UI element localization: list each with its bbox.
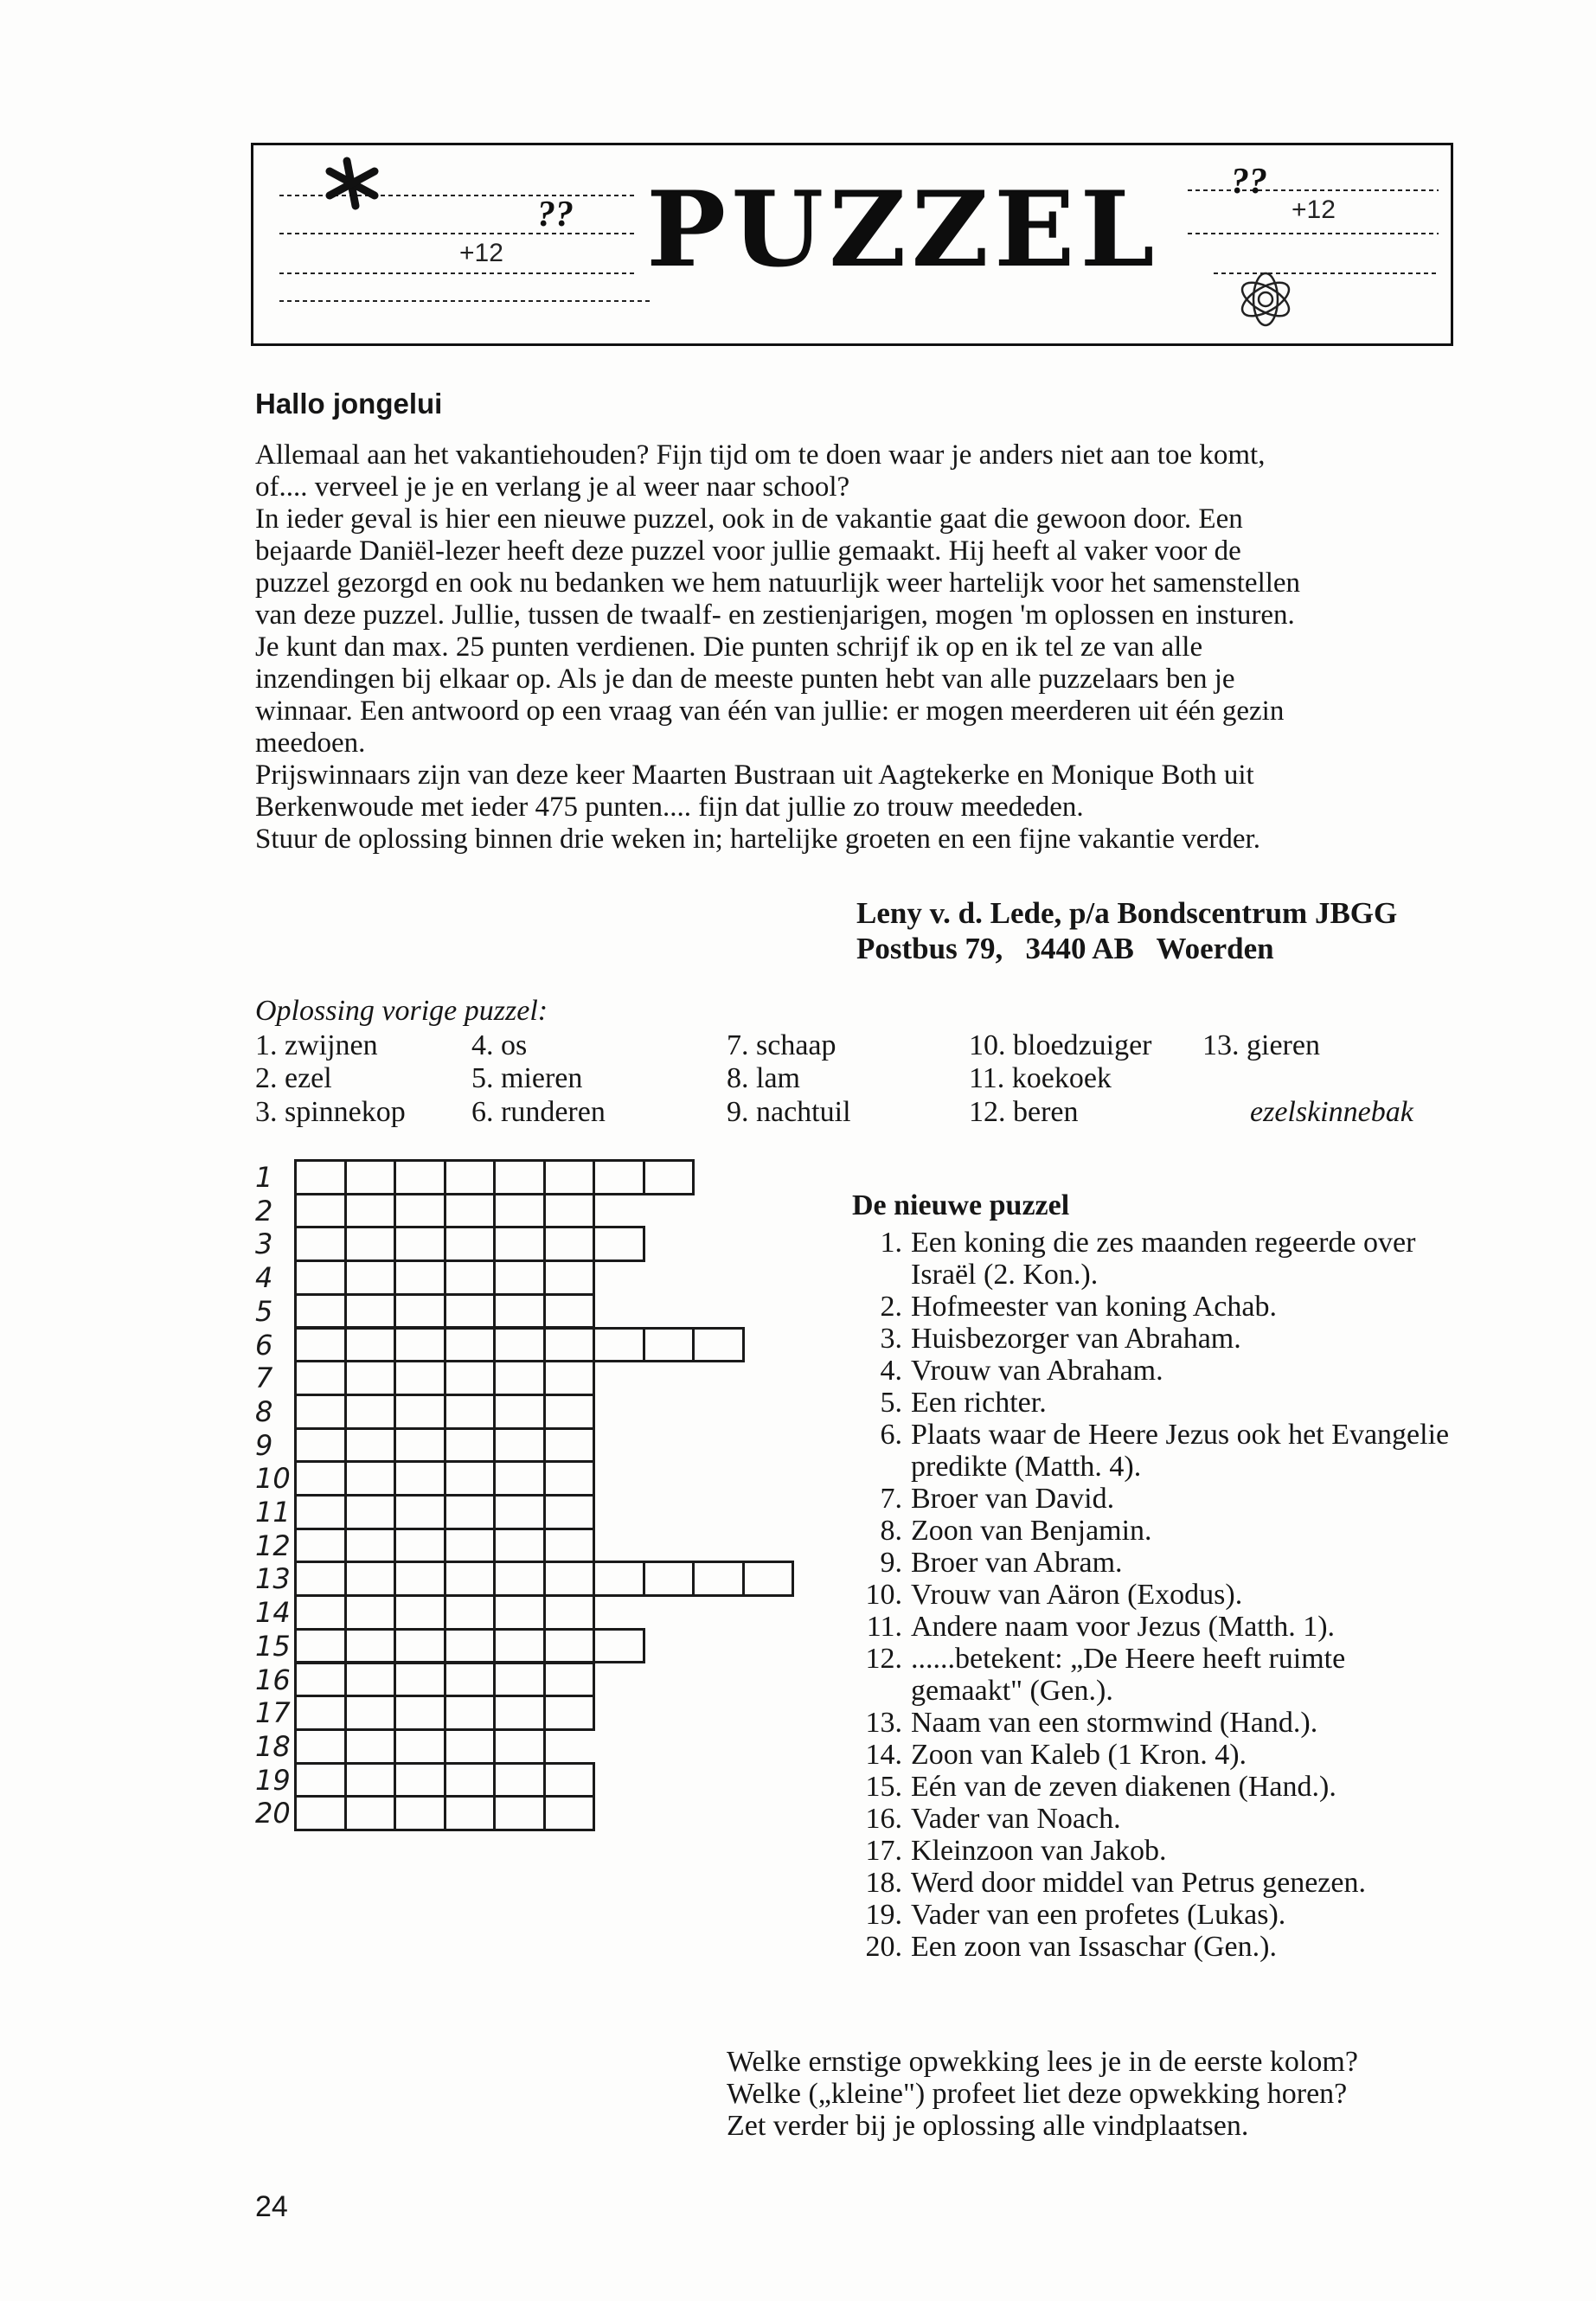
- grid-cell[interactable]: [444, 1259, 497, 1296]
- grid-cell[interactable]: [493, 1193, 546, 1229]
- grid-row-label: 7: [255, 1362, 273, 1395]
- grid-cell[interactable]: [543, 1159, 596, 1195]
- question-line: Welke ernstige opwekking lees je in de eerste kolom?: [727, 2046, 1358, 2078]
- clue-item: [852, 1803, 1121, 1835]
- grid-cell[interactable]: [444, 1695, 497, 1731]
- clue-number: 18.: [865, 1867, 902, 1899]
- grid-cell[interactable]: [394, 1494, 446, 1530]
- grid-cell[interactable]: [294, 1327, 347, 1363]
- intro-text: [255, 439, 1458, 856]
- asterisk-ornament-icon: [330, 161, 375, 206]
- grid-cell[interactable]: [294, 1528, 347, 1564]
- clue-item: [852, 1867, 1366, 1899]
- grid-cell[interactable]: [543, 1460, 596, 1497]
- grid-cell[interactable]: [493, 1293, 546, 1330]
- clue-item: [852, 1515, 1152, 1547]
- clue-number: 6.: [880, 1419, 902, 1451]
- grid-cell[interactable]: [344, 1293, 397, 1330]
- grid-cell[interactable]: [543, 1394, 596, 1430]
- grid-cell[interactable]: [593, 1327, 645, 1363]
- grid-cell[interactable]: [692, 1327, 745, 1363]
- intro-line: In ieder geval is hier een nieuwe puzzel, ook in de vakantie gaat die gewoon door. Een: [255, 503, 1243, 535]
- question-line: Zet verder bij je oplossing alle vindplaatsen.: [727, 2110, 1249, 2142]
- grid-row-label: 11: [255, 1496, 291, 1529]
- grid-row-label: 14: [255, 1596, 291, 1630]
- grid-cell[interactable]: [543, 1259, 596, 1296]
- grid-cell[interactable]: [543, 1594, 596, 1631]
- clue-text: Vrouw van Aäron (Exodus).: [911, 1579, 1243, 1611]
- signature: [856, 895, 1397, 966]
- grid-cell[interactable]: [344, 1594, 397, 1631]
- questions: [727, 2046, 1358, 2142]
- grid-cell[interactable]: [344, 1159, 397, 1195]
- grid-cell[interactable]: [493, 1259, 546, 1296]
- clue-item: [852, 1419, 1450, 1483]
- clues-title: De nieuwe puzzel: [852, 1189, 1070, 1221]
- grid-cell[interactable]: [493, 1427, 546, 1464]
- grid-cell[interactable]: [493, 1360, 546, 1396]
- solution-item: 5. mieren: [471, 1062, 583, 1094]
- grid-cell[interactable]: [543, 1762, 596, 1798]
- grid-cell[interactable]: [344, 1494, 397, 1530]
- clue-item: [852, 1931, 1277, 1963]
- intro-line: Je kunt dan max. 25 punten verdienen. Die punten schrijf ik op en ik tel ze van alle: [255, 631, 1203, 663]
- grid-row-label: 16: [255, 1663, 291, 1696]
- grid-cell[interactable]: [394, 1762, 446, 1798]
- grid-cell[interactable]: [294, 1193, 347, 1229]
- grid-cell[interactable]: [344, 1628, 397, 1664]
- clue-text: Werd door middel van Petrus genezen.: [911, 1867, 1366, 1899]
- question-line: Welke („kleine") profeet liet deze opwekking horen?: [727, 2078, 1348, 2110]
- clue-number: 1.: [880, 1227, 902, 1259]
- grid-cell[interactable]: [294, 1561, 347, 1597]
- grid-cell[interactable]: [294, 1360, 347, 1396]
- grid-cell[interactable]: [493, 1327, 546, 1363]
- clue-item: [852, 1707, 1318, 1739]
- grid-cell[interactable]: [294, 1628, 347, 1664]
- intro-line: Prijswinnaars zijn van deze keer Maarten Bustraan uit Aagtekerke en Monique Both uit: [255, 760, 1254, 791]
- grid-cell[interactable]: [344, 1662, 397, 1698]
- grid-cell[interactable]: [294, 1795, 347, 1831]
- signature-line2: Postbus 79, 3440 AB Woerden: [856, 932, 1274, 965]
- grid-cell[interactable]: [444, 1159, 497, 1195]
- grid-cell[interactable]: [294, 1695, 347, 1731]
- grid-cell[interactable]: [493, 1494, 546, 1530]
- grid-cell[interactable]: [394, 1594, 446, 1631]
- solution-item: 10. bloedzuiger: [969, 1029, 1152, 1061]
- grid-cell[interactable]: [493, 1662, 546, 1698]
- grid-row-label: 20: [255, 1797, 291, 1830]
- grid-cell[interactable]: [344, 1226, 397, 1262]
- clue-item: [852, 1323, 1241, 1355]
- grid-cell[interactable]: [493, 1594, 546, 1631]
- puzzle-banner: [251, 143, 1453, 346]
- intro-line: winnaar. Een antwoord op een vraag van één van jullie: er mogen meerderen uit één gezin: [255, 695, 1285, 727]
- grid-cell[interactable]: [543, 1427, 596, 1464]
- clue-number: 10.: [865, 1579, 902, 1611]
- clue-number: 17.: [865, 1835, 902, 1867]
- clue-item: [852, 1355, 1163, 1387]
- grid-row-label: 6: [255, 1328, 273, 1362]
- grid-row-label: 17: [255, 1696, 291, 1730]
- clue-text: Een richter.: [911, 1387, 1047, 1419]
- grid-row-label: 15: [255, 1629, 291, 1663]
- grid-cell[interactable]: [543, 1193, 596, 1229]
- grid-cell[interactable]: [444, 1728, 497, 1765]
- grid-cell[interactable]: [394, 1662, 446, 1698]
- grid-cell[interactable]: [444, 1662, 497, 1698]
- clue-item: [852, 1899, 1286, 1931]
- grid-cell[interactable]: [692, 1561, 745, 1597]
- clue-number: 4.: [880, 1355, 902, 1387]
- grid-cell[interactable]: [294, 1594, 347, 1631]
- grid-cell[interactable]: [294, 1427, 347, 1464]
- grid-cell[interactable]: [493, 1159, 546, 1195]
- grid-cell[interactable]: [593, 1159, 645, 1195]
- grid-cell[interactable]: [543, 1628, 596, 1664]
- grid-cell[interactable]: [394, 1427, 446, 1464]
- clue-text: Vrouw van Abraham.: [911, 1355, 1163, 1387]
- grid-cell[interactable]: [493, 1628, 546, 1664]
- clue-number: 11.: [866, 1611, 902, 1643]
- grid-row-label: 18: [255, 1729, 291, 1763]
- grid-row-label: 12: [255, 1529, 291, 1562]
- clue-text: Hofmeester van koning Achab.: [911, 1291, 1277, 1323]
- grid-cell[interactable]: [394, 1561, 446, 1597]
- clue-item: [852, 1835, 1167, 1867]
- grid-cell[interactable]: [543, 1293, 596, 1330]
- grid-row-label: 19: [255, 1763, 291, 1797]
- grid-cell[interactable]: [543, 1662, 596, 1698]
- clue-number: 13.: [865, 1707, 902, 1739]
- grid-cell[interactable]: [493, 1795, 546, 1831]
- grid-cell[interactable]: [394, 1159, 446, 1195]
- grid-cell[interactable]: [643, 1561, 695, 1597]
- flower-ornament-icon: [1237, 273, 1294, 325]
- clue-number: 20.: [865, 1931, 902, 1963]
- banner-right-marks: ??: [1231, 162, 1267, 202]
- intro-line: bejaarde Daniël-lezer heeft deze puzzel voor jullie gemaakt. Hij heeft al vaker voor de: [255, 535, 1241, 567]
- grid-cell[interactable]: [344, 1259, 397, 1296]
- grid-cell[interactable]: [444, 1762, 497, 1798]
- clue-item: [852, 1739, 1247, 1771]
- solution-item: 3. spinnekop: [255, 1096, 406, 1128]
- clue-number: 12.: [865, 1643, 902, 1675]
- grid-cell[interactable]: [444, 1327, 497, 1363]
- grid-cell[interactable]: [543, 1327, 596, 1363]
- solution-item: 1. zwijnen: [255, 1029, 378, 1061]
- grid-cell[interactable]: [294, 1394, 347, 1430]
- grid-cell[interactable]: [294, 1460, 347, 1497]
- solution-item: 12. beren: [969, 1096, 1079, 1128]
- grid-cell[interactable]: [543, 1561, 596, 1597]
- clue-text: Huisbezorger van Abraham.: [911, 1323, 1241, 1355]
- clue-text: Vader van een profetes (Lukas).: [911, 1899, 1286, 1931]
- grid-cell[interactable]: [344, 1528, 397, 1564]
- intro-line: meedoen.: [255, 727, 366, 759]
- clue-text: Zoon van Benjamin.: [911, 1515, 1152, 1547]
- grid-cell[interactable]: [444, 1561, 497, 1597]
- clue-number: 16.: [865, 1803, 902, 1835]
- solution-item: 13. gieren: [1202, 1029, 1320, 1061]
- intro-line: Berkenwoude met ieder 475 punten.... fijn dat jullie zo trouw meededen.: [255, 792, 1084, 823]
- clue-item: [852, 1291, 1277, 1323]
- solution-item: 7. schaap: [727, 1029, 836, 1061]
- grid-cell[interactable]: [444, 1360, 497, 1396]
- intro-line: of.... verveel je je en verlang je al weer naar school?: [255, 471, 850, 503]
- grid-cell[interactable]: [444, 1193, 497, 1229]
- clue-number: 9.: [880, 1547, 902, 1579]
- grid-cell[interactable]: [493, 1561, 546, 1597]
- grid-cell[interactable]: [444, 1293, 497, 1330]
- grid-cell[interactable]: [344, 1695, 397, 1731]
- clue-text: Naam van een stormwind (Hand.).: [911, 1707, 1318, 1739]
- solution-item: 2. ezel: [255, 1062, 332, 1094]
- grid-cell[interactable]: [294, 1494, 347, 1530]
- grid-cell[interactable]: [593, 1628, 645, 1664]
- clue-text: Broer van Abram.: [911, 1547, 1123, 1579]
- clue-text: Een zoon van Issaschar (Gen.).: [911, 1931, 1277, 1963]
- grid-cell[interactable]: [344, 1561, 397, 1597]
- grid-cell[interactable]: [543, 1494, 596, 1530]
- clue-item: [852, 1611, 1336, 1643]
- banner-left-marks: ??: [537, 195, 574, 234]
- grid-cell[interactable]: [444, 1494, 497, 1530]
- grid-row-label: 13: [255, 1562, 291, 1596]
- clue-number: 5.: [880, 1387, 902, 1419]
- grid-cell[interactable]: [344, 1728, 397, 1765]
- grid-cell[interactable]: [643, 1327, 695, 1363]
- clue-text: Eén van de zeven diakenen (Hand.).: [911, 1771, 1336, 1803]
- grid-cell[interactable]: [294, 1662, 347, 1698]
- clue-text: Kleinzoon van Jakob.: [911, 1835, 1167, 1867]
- previous-solution-answer: ezelskinnebak: [1250, 1096, 1413, 1128]
- solution-item: 11. koekoek: [969, 1062, 1112, 1094]
- grid-cell[interactable]: [493, 1728, 546, 1765]
- grid-cell[interactable]: [444, 1226, 497, 1262]
- clue-text: Andere naam voor Jezus (Matth. 1).: [911, 1611, 1336, 1643]
- grid-cell[interactable]: [444, 1394, 497, 1430]
- intro-line: inzendingen bij elkaar op. Als je dan de meeste punten hebt van alle puzzelaars ben je: [255, 663, 1235, 695]
- grid-cell[interactable]: [543, 1360, 596, 1396]
- banner-right-number: +12: [1292, 195, 1336, 224]
- grid-cell[interactable]: [543, 1226, 596, 1262]
- grid-cell[interactable]: [294, 1762, 347, 1798]
- grid-cell[interactable]: [543, 1695, 596, 1731]
- grid-cell[interactable]: [294, 1259, 347, 1296]
- intro-line: van deze puzzel. Jullie, tussen de twaalf- en zestienjarigen, mogen 'm oplossen en insturen.: [255, 599, 1295, 631]
- grid-cell[interactable]: [394, 1795, 446, 1831]
- grid-cell[interactable]: [394, 1226, 446, 1262]
- clue-item: [852, 1227, 1416, 1291]
- grid-row-label: 5: [255, 1294, 273, 1328]
- clue-number: 3.: [880, 1323, 902, 1355]
- grid-cell[interactable]: [344, 1762, 397, 1798]
- grid-cell[interactable]: [444, 1795, 497, 1831]
- solution-item: 6. runderen: [471, 1096, 606, 1128]
- clue-text: Vader van Noach.: [911, 1803, 1121, 1835]
- clue-text: Een koning die zes maanden regeerde over Israël (2. Kon.).: [911, 1227, 1416, 1291]
- intro-line: Stuur de oplossing binnen drie weken in; hartelijke groeten en een fijne vakantie verder.: [255, 824, 1260, 855]
- clue-item: [852, 1387, 1047, 1419]
- grid-cell[interactable]: [444, 1628, 497, 1664]
- grid-cell[interactable]: [444, 1460, 497, 1497]
- grid-cell[interactable]: [344, 1394, 397, 1430]
- signature-line1: Leny v. d. Lede, p/a Bondscentrum JBGG: [856, 896, 1398, 930]
- grid-cell[interactable]: [543, 1795, 596, 1831]
- clue-item: [852, 1483, 1115, 1515]
- grid-row-label: 2: [255, 1194, 273, 1227]
- intro-line: Allemaal aan het vakantiehouden? Fijn tijd om te doen waar je anders niet aan toe komt,: [255, 439, 1266, 471]
- grid-cell[interactable]: [394, 1628, 446, 1664]
- grid-cell[interactable]: [593, 1226, 645, 1262]
- grid-cell[interactable]: [344, 1427, 397, 1464]
- grid-cell[interactable]: [742, 1561, 795, 1597]
- clue-number: 2.: [880, 1291, 902, 1323]
- clue-text: Zoon van Kaleb (1 Kron. 4).: [911, 1739, 1247, 1771]
- grid-cell[interactable]: [394, 1528, 446, 1564]
- grid-cell[interactable]: [394, 1695, 446, 1731]
- grid-cell[interactable]: [643, 1159, 695, 1195]
- grid-cell[interactable]: [294, 1159, 347, 1195]
- grid-cell[interactable]: [344, 1795, 397, 1831]
- clue-item: [852, 1579, 1243, 1611]
- clue-text: Plaats waar de Heere Jezus ook het Evangelie predikte (Matth. 4).: [911, 1419, 1450, 1483]
- grid-cell[interactable]: [493, 1226, 546, 1262]
- grid-cell[interactable]: [444, 1528, 497, 1564]
- grid-cell[interactable]: [394, 1460, 446, 1497]
- grid-row-label: 3: [255, 1227, 273, 1261]
- grid-cell[interactable]: [394, 1327, 446, 1363]
- grid-cell[interactable]: [394, 1360, 446, 1396]
- grid-cell[interactable]: [394, 1259, 446, 1296]
- previous-solution-title: Oplossing vorige puzzel:: [255, 995, 548, 1027]
- solution-item: 9. nachtuil: [727, 1096, 851, 1128]
- solution-item: 8. lam: [727, 1062, 800, 1094]
- banner-title: PUZZEL: [646, 169, 1160, 291]
- clue-number: 14.: [865, 1739, 902, 1771]
- solution-item: 4. os: [471, 1029, 528, 1061]
- grid-cell[interactable]: [493, 1762, 546, 1798]
- clue-number: 8.: [880, 1515, 902, 1547]
- banner-left-number: +12: [459, 239, 503, 267]
- grid-cell[interactable]: [394, 1728, 446, 1765]
- greeting-heading: Hallo jongelui: [255, 388, 443, 420]
- grid-cell[interactable]: [294, 1226, 347, 1262]
- grid-cell[interactable]: [444, 1594, 497, 1631]
- grid-cell[interactable]: [394, 1394, 446, 1430]
- grid-row-label: 8: [255, 1394, 273, 1428]
- grid-cell[interactable]: [294, 1293, 347, 1330]
- clue-item: [852, 1771, 1336, 1803]
- grid-row-label: 1: [255, 1161, 273, 1194]
- grid-cell[interactable]: [493, 1460, 546, 1497]
- clue-number: 7.: [880, 1483, 902, 1515]
- clue-text: Broer van David.: [911, 1483, 1115, 1515]
- intro-line: puzzel gezorgd en ook nu bedanken we hem natuurlijk weer hartelijk voor het samenstellen: [255, 567, 1301, 599]
- grid-cell[interactable]: [344, 1460, 397, 1497]
- grid-cell[interactable]: [294, 1728, 347, 1765]
- grid-cell[interactable]: [593, 1561, 645, 1597]
- clue-text: ......betekent: „De Heere heeft ruimte gemaakt" (Gen.).: [911, 1643, 1346, 1707]
- grid-cell[interactable]: [344, 1327, 397, 1363]
- grid-row-label: 10: [255, 1462, 291, 1496]
- grid-cell[interactable]: [493, 1528, 546, 1564]
- clue-number: 15.: [865, 1771, 902, 1803]
- grid-cell[interactable]: [394, 1293, 446, 1330]
- grid-row-label: 4: [255, 1261, 273, 1295]
- grid-cell[interactable]: [493, 1394, 546, 1430]
- grid-cell[interactable]: [493, 1695, 546, 1731]
- grid-cell[interactable]: [344, 1193, 397, 1229]
- clue-item: [852, 1547, 1123, 1579]
- grid-cell[interactable]: [543, 1528, 596, 1564]
- clue-number: 19.: [865, 1899, 902, 1931]
- grid-row-label: 9: [255, 1428, 273, 1462]
- grid-cell[interactable]: [344, 1360, 397, 1396]
- grid-cell[interactable]: [394, 1193, 446, 1229]
- clue-item: [852, 1643, 1346, 1707]
- page-number: 24: [255, 2190, 288, 2223]
- grid-cell[interactable]: [444, 1427, 497, 1464]
